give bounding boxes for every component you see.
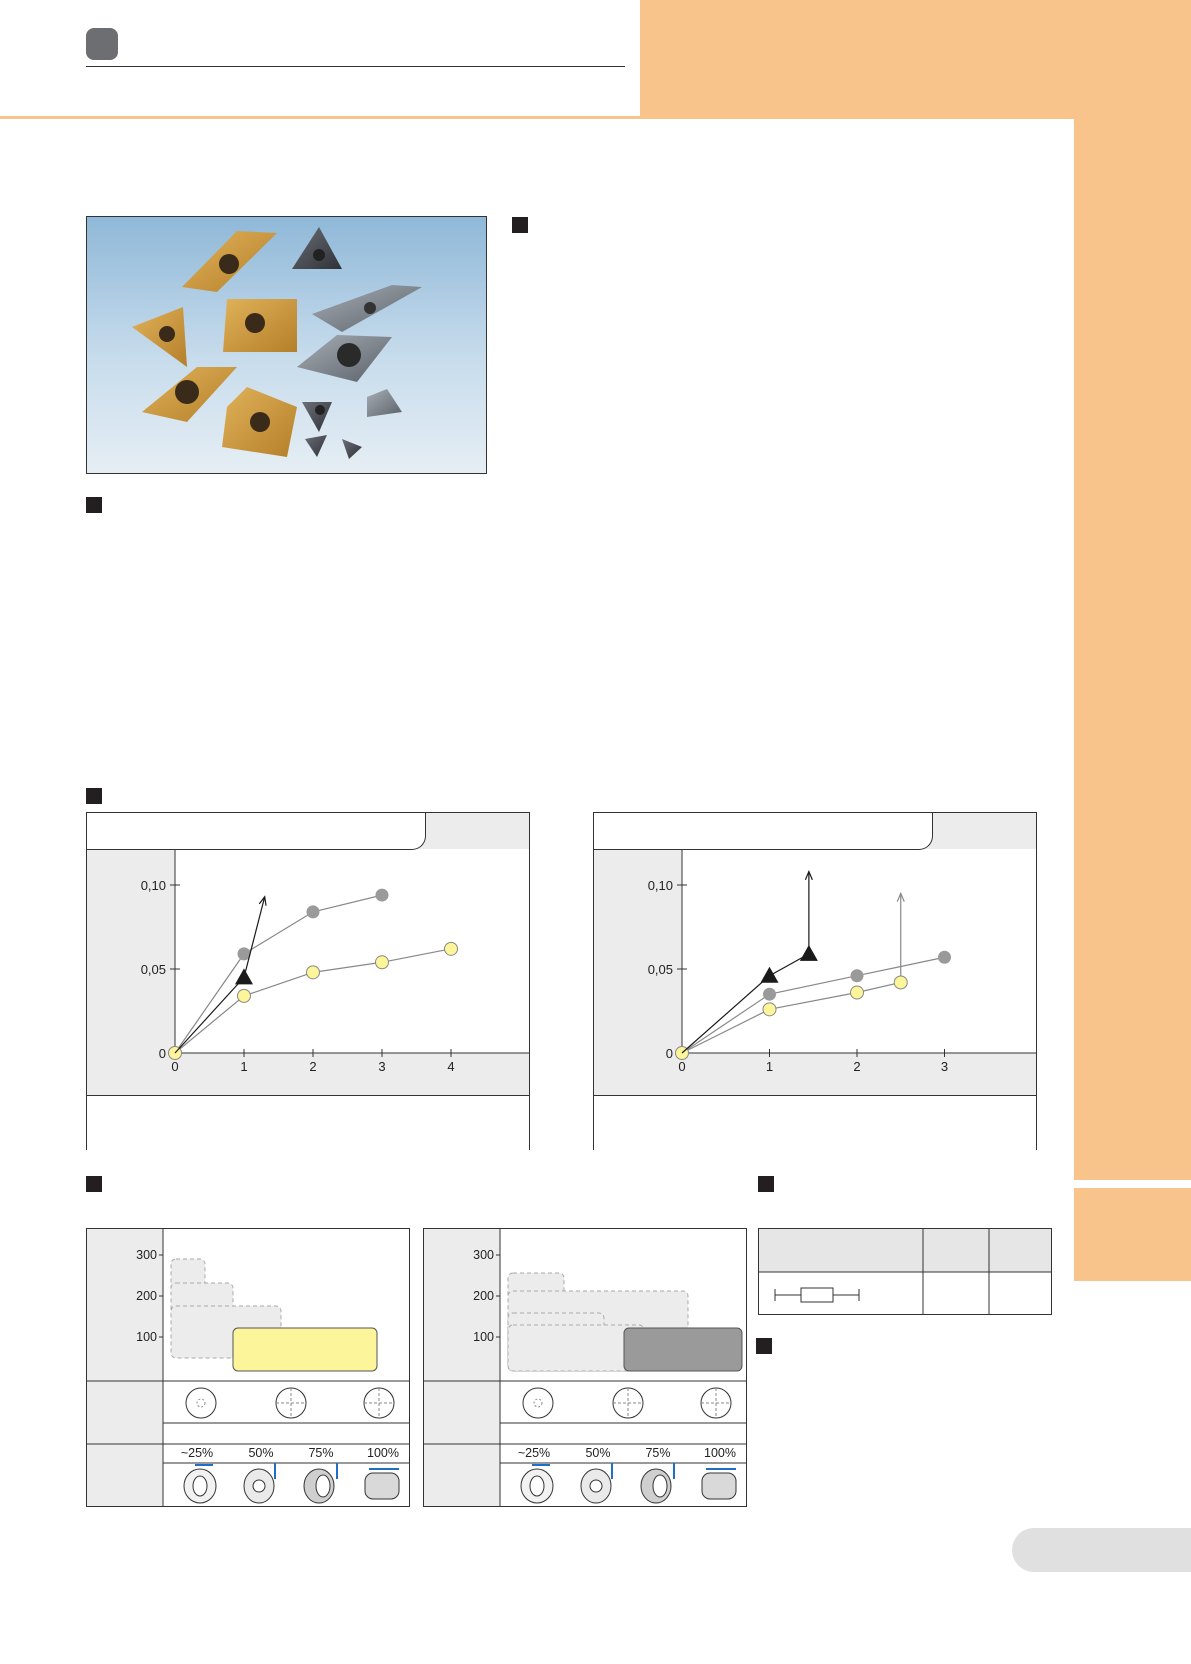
workpiece-icon-4	[365, 1469, 399, 1499]
svg-text:200: 200	[473, 1289, 494, 1303]
svg-text:100: 100	[473, 1330, 494, 1344]
svg-text:100: 100	[136, 1330, 157, 1344]
y-tick-label: 0,05	[647, 962, 673, 977]
interruption-icon-1	[186, 1388, 216, 1418]
section-bullet-4	[86, 1176, 102, 1192]
series-line-grey-circle	[175, 895, 382, 1053]
side-tab	[1074, 118, 1191, 1180]
speed-chart-left-svg	[87, 1229, 409, 1506]
section-bullet-6	[756, 1338, 772, 1354]
page-number-tab	[1012, 1528, 1191, 1572]
x-tick-label: 2	[853, 1059, 861, 1074]
photo-illustration	[87, 217, 486, 473]
wear-chart-right-svg	[594, 813, 1036, 1149]
series-line-black-triangle	[175, 977, 244, 1053]
wear-chart-left	[86, 812, 530, 1150]
x-tick-label: 0	[678, 1059, 686, 1074]
inserts-photo	[86, 216, 487, 474]
data-point-yellow	[307, 966, 320, 979]
tolerance-symbol-icon	[775, 1288, 859, 1302]
workpiece-icon-3	[641, 1463, 674, 1503]
percent-label-75: 75%	[308, 1446, 334, 1460]
x-tick-label: 4	[447, 1059, 455, 1074]
y-tick-label: 0,10	[140, 878, 166, 893]
side-tab-lower	[1074, 1188, 1191, 1281]
data-point-triangle	[235, 968, 253, 984]
section-bullet-5	[758, 1176, 774, 1192]
wear-chart-right	[593, 812, 1037, 1150]
speed-chart-right-svg	[424, 1229, 746, 1506]
workpiece-icon-2	[244, 1463, 275, 1503]
x-tick-label: 1	[765, 1059, 774, 1074]
series-line-grey-circle	[682, 957, 945, 1053]
data-point-yellow	[763, 1003, 776, 1016]
data-point-yellow	[894, 976, 907, 989]
speed-chart-left	[86, 1228, 410, 1507]
data-point-triangle	[761, 967, 779, 983]
x-tick-label: 2	[309, 1059, 317, 1074]
svg-text:300: 300	[136, 1248, 157, 1262]
header-rule	[86, 66, 625, 67]
wear-chart-left-svg	[87, 813, 529, 1149]
series-line-yellow-circle	[175, 949, 451, 1053]
svg-text:200: 200	[136, 1289, 157, 1303]
percent-label-50: 50%	[248, 1446, 274, 1460]
y-tick-label: 0	[665, 1046, 673, 1061]
percent-label-25: ~25%	[180, 1446, 214, 1460]
interruption-icon-3	[364, 1388, 394, 1418]
header-bullet-icon	[86, 28, 118, 60]
percent-label-100: 100%	[367, 1446, 399, 1460]
x-tick-label: 1	[240, 1059, 248, 1074]
data-point-triangle	[800, 945, 818, 961]
header-orange-block	[640, 0, 1191, 118]
workpiece-icon-1	[521, 1465, 553, 1503]
spec-table-svg	[759, 1229, 1051, 1314]
speed-chart-right	[423, 1228, 747, 1507]
interruption-icon-2	[613, 1388, 643, 1418]
spec-table	[758, 1228, 1052, 1315]
percent-label-75: 75%	[645, 1446, 671, 1460]
x-tick-label: 3	[940, 1059, 949, 1074]
data-point-grey	[763, 988, 776, 1001]
workpiece-icon-1	[184, 1465, 216, 1503]
x-tick-label: 0	[171, 1059, 179, 1074]
section-bullet-1	[512, 217, 528, 233]
interruption-icon-1	[523, 1388, 553, 1418]
data-point-yellow	[376, 956, 389, 969]
y-tick-label: 0,05	[140, 962, 166, 977]
highlight-range	[624, 1328, 742, 1371]
highlight-range	[233, 1328, 377, 1371]
svg-text:300: 300	[473, 1248, 494, 1262]
section-bullet-2	[86, 497, 102, 513]
series-line-black-triangle	[682, 954, 809, 1053]
percent-label-25: ~25%	[517, 1446, 551, 1460]
header-bottom-rule	[0, 116, 1074, 119]
data-point-grey	[307, 905, 320, 918]
interruption-icon-2	[276, 1388, 306, 1418]
data-point-yellow	[445, 942, 458, 955]
workpiece-icon-3	[304, 1463, 337, 1503]
data-point-grey	[376, 889, 389, 902]
percent-label-100: 100%	[704, 1446, 736, 1460]
series-arrow-line	[244, 897, 265, 978]
y-tick-label: 0,10	[647, 878, 673, 893]
section-bullet-3	[86, 788, 102, 804]
data-point-yellow	[238, 989, 251, 1002]
data-point-yellow	[851, 986, 864, 999]
data-point-grey	[938, 951, 951, 964]
interruption-icon-3	[701, 1388, 731, 1418]
workpiece-icon-4	[702, 1469, 736, 1499]
x-tick-label: 3	[378, 1059, 386, 1074]
y-tick-label: 0	[158, 1046, 166, 1061]
workpiece-icon-2	[581, 1463, 612, 1503]
series-line-yellow-circle	[682, 982, 901, 1053]
percent-label-50: 50%	[585, 1446, 611, 1460]
data-point-grey	[851, 969, 864, 982]
